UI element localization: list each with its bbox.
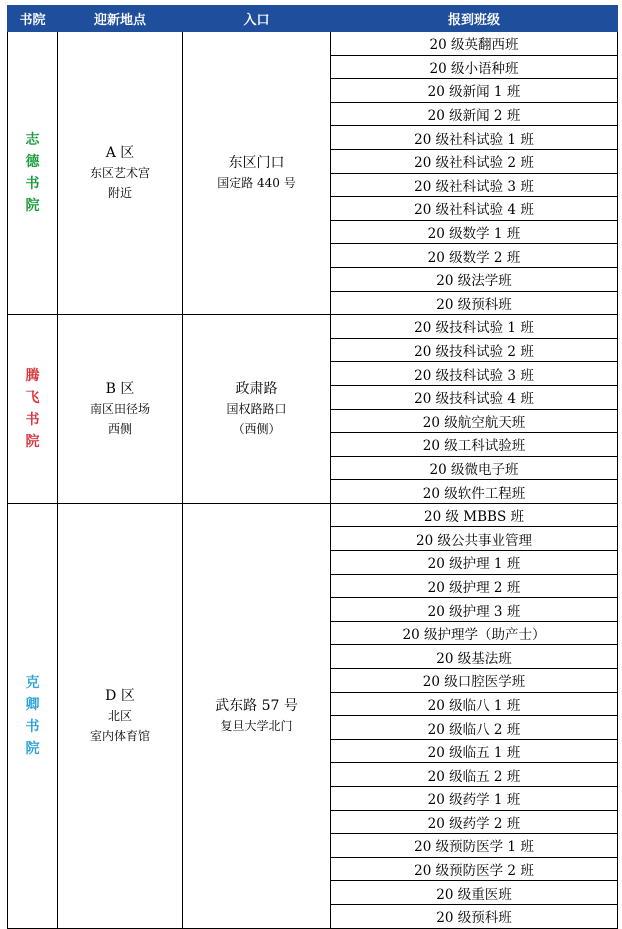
class-cell: 20 级社科试验 3 班 <box>331 173 618 197</box>
class-cell: 20 级数学 2 班 <box>331 244 618 268</box>
college-char: 书 <box>25 176 40 193</box>
college-char: 院 <box>25 740 40 757</box>
entrance-cell <box>183 503 331 928</box>
entrance-line: 复旦大学北门 <box>220 718 293 733</box>
location-cell <box>58 32 183 315</box>
entrance-line: 东区门口 <box>228 155 285 172</box>
college-cell <box>8 503 58 928</box>
class-cell: 20 级重医班 <box>331 881 618 905</box>
college-cell <box>8 315 58 504</box>
class-cell: 20 级临八 2 班 <box>331 716 618 740</box>
entrance-cell <box>183 32 331 315</box>
location-line: 室内体育馆 <box>89 728 150 743</box>
class-cell: 20 级预科班 <box>331 291 618 315</box>
class-cell: 20 级微电子班 <box>331 456 618 480</box>
location-line: 北区 <box>107 708 132 723</box>
location-cell <box>58 503 183 928</box>
class-cell: 20 级数学 1 班 <box>331 220 618 244</box>
class-cell: 20 级 MBBS 班 <box>331 503 618 527</box>
class-cell: 20 级临五 1 班 <box>331 739 618 763</box>
class-cell: 20 级药学 2 班 <box>331 810 618 834</box>
college-char: 腾 <box>25 368 40 384</box>
college-char: 克 <box>25 674 40 691</box>
class-cell: 20 级社科试验 4 班 <box>331 197 618 221</box>
college-char: 飞 <box>25 390 40 406</box>
class-cell: 20 级基法班 <box>331 645 618 669</box>
table-row <box>8 503 618 527</box>
college-char: 书 <box>25 412 40 428</box>
college-char: 德 <box>25 154 40 171</box>
college-char: 院 <box>25 198 40 215</box>
header-classes: 报到班级 <box>331 6 618 32</box>
location-line: 南区田径场 <box>89 402 150 416</box>
location-line: 西侧 <box>107 422 132 436</box>
class-cell: 20 级护理学（助产士） <box>331 621 618 645</box>
college-char: 院 <box>25 434 40 450</box>
class-cell: 20 级小语种班 <box>331 55 618 79</box>
location-line: 附近 <box>107 186 132 201</box>
class-cell: 20 级预防医学 1 班 <box>331 834 618 858</box>
class-cell: 20 级技科试验 2 班 <box>331 338 618 362</box>
class-cell: 20 级技科试验 4 班 <box>331 385 618 409</box>
entrance-line: 政肃路 <box>235 381 278 397</box>
class-cell: 20 级口腔医学班 <box>331 669 618 693</box>
entrance-line: 国权路路口 <box>226 402 287 416</box>
class-cell: 20 级新闻 1 班 <box>331 79 618 103</box>
class-cell: 20 级航空航天班 <box>331 409 618 433</box>
class-cell: 20 级软件工程班 <box>331 480 618 504</box>
entrance-line: 国定路 440 号 <box>217 176 296 191</box>
entrance-cell <box>183 315 331 504</box>
class-cell: 20 级社科试验 1 班 <box>331 126 618 150</box>
college-char: 志 <box>25 132 40 149</box>
location-zone: B 区 <box>105 381 135 397</box>
class-cell: 20 级预防医学 2 班 <box>331 857 618 881</box>
table-row <box>8 315 618 339</box>
header-college: 书院 <box>8 6 58 32</box>
location-zone: D 区 <box>105 687 135 704</box>
class-cell: 20 级公共事业管理 <box>331 527 618 551</box>
class-cell: 20 级药学 1 班 <box>331 787 618 811</box>
class-cell: 20 级工科试验班 <box>331 433 618 457</box>
entrance-line: 武东路 57 号 <box>215 697 298 714</box>
class-cell: 20 级法学班 <box>331 267 618 291</box>
college-char: 卿 <box>25 696 40 713</box>
class-cell: 20 级护理 3 班 <box>331 598 618 622</box>
class-cell: 20 级预科班 <box>331 904 618 928</box>
class-cell: 20 级技科试验 1 班 <box>331 315 618 339</box>
entrance-line: （西侧） <box>232 422 281 436</box>
college-cell <box>8 32 58 315</box>
class-cell: 20 级临五 2 班 <box>331 763 618 787</box>
class-cell: 20 级护理 1 班 <box>331 551 618 575</box>
class-cell: 20 级英翻西班 <box>331 32 618 56</box>
class-cell: 20 级新闻 2 班 <box>331 102 618 126</box>
class-cell: 20 级技科试验 3 班 <box>331 362 618 386</box>
location-line: 东区艺术宫 <box>89 166 150 181</box>
table-row <box>8 32 618 56</box>
class-cell: 20 级社科试验 2 班 <box>331 149 618 173</box>
header-location: 迎新地点 <box>58 6 183 32</box>
registration-table <box>7 5 618 929</box>
header-row <box>8 6 618 32</box>
header-entrance: 入口 <box>183 6 331 32</box>
location-cell <box>58 315 183 504</box>
class-cell: 20 级临八 1 班 <box>331 692 618 716</box>
college-char: 书 <box>25 718 40 735</box>
class-cell: 20 级护理 2 班 <box>331 574 618 598</box>
location-zone: A 区 <box>105 145 135 162</box>
